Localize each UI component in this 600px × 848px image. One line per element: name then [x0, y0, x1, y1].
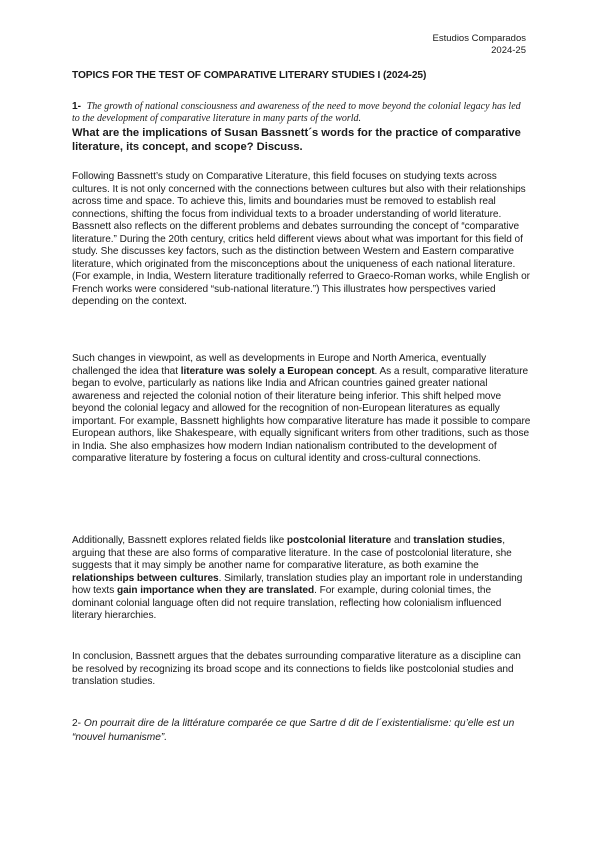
question-2-quote: On pourrait dire de la littérature comparée ce que Sartre d dit de l´existentialisme: qu’elle est un “nouvel humanisme”. — [72, 718, 515, 743]
emphasis-text: postcolonial literature — [286, 535, 392, 546]
text-run: Such changes in viewpoint, as well as developments in Europe and North America, eventually challenged the idea that — [72, 353, 487, 377]
answer-paragraph-3 — [72, 535, 532, 623]
page-title: TOPICS FOR THE TEST OF COMPARATIVE LITERARY STUDIES I (2024-25) — [72, 70, 427, 81]
academic-year: 2024-25 — [491, 45, 526, 56]
text-run: . Similarly, translation studies play an important role in understanding how texts — [72, 572, 523, 597]
document-header — [433, 33, 526, 57]
question-2-number: 2- — [72, 718, 82, 729]
text-run: Additionally, Bassnett explores related fields like — [72, 535, 287, 546]
text-run: and — [391, 535, 414, 546]
text-run: . For example, during colonial times, the dominant colonial language often did not require translation, reflecting how colonialism influenced literary hierarchies. — [72, 585, 502, 622]
question-1-prompt: What are the implications of Susan Bassnett´s words for the practice of comparative literature, its concept, and scope? Discuss. — [72, 126, 521, 153]
emphasis-text: literature was solely a European concept — [180, 365, 375, 377]
answer-paragraph-1: Following Bassnett’s study on Comparative Literature, this field focuses on studying texts across cultures. It is not only concerned with the connections between cultures but also with their relationships across time and space. To achieve this, limits and boundaries must be removed to establish real connections, shifting the focus from individual texts to a broader understanding of world literature. Bassnett also reflects on the different problems and debates surrounding the concept of “comparative literature.” During the 20th century, critics held different views about what was important for this field of study. She discusses key factors, such as the distinction between Western and Eastern comparative literature, which originated from the misconceptions about the uniqueness of each national literature. (For example, in India, Western literature traditionally referred to Graeco-Roman works, while English or French works were considered “sub-national literature.”) This illustrates how perspectives varied depending on the context. — [72, 171, 530, 308]
course-name: Estudios Comparados — [432, 33, 526, 44]
question-1-number: 1- — [72, 101, 82, 112]
question-1-quote: The growth of national consciousness and awareness of the need to move beyond the colonial legacy has led to the development of comparative literature in many parts of the world. — [72, 101, 521, 125]
emphasis-text: relationships between cultures — [72, 572, 219, 584]
emphasis-text: gain importance when they are translated — [116, 585, 315, 597]
emphasis-text: translation studies — [413, 535, 503, 546]
answer-paragraph-4: In conclusion, Bassnett argues that the debates surrounding comparative literature as a discipline can be resolved by recognizing its broad scope and its connections to fields like postcolonial studies and translation studies. — [72, 651, 521, 688]
text-run: . As a result, comparative literature began to evolve, particularly as nations like India and African countries gained greater national awareness and rejected the colonial notion of their literature being inferior. This shift helped move beyond the colonial legacy and allowed for the recognition of non-European literatures as equally important. For example, Bassnett highlights how comparative literature has made it possible to compare European authors, like Shakespeare, with equally significant writers from other traditions, such as those in India. She also emphasizes how modern Indian nationalism contributed to the development of comparative literature by fostering a focus on cultural identity and cross-cultural connections. — [72, 365, 531, 465]
answer-paragraph-2 — [72, 353, 532, 466]
question-2 — [72, 717, 532, 745]
text-run: , arguing that these are also forms of comparative literature. In the case of postcolonial literature, she suggests that it may simply be another name for comparative literature, as both examine the — [72, 535, 512, 572]
question-1 — [72, 101, 530, 154]
